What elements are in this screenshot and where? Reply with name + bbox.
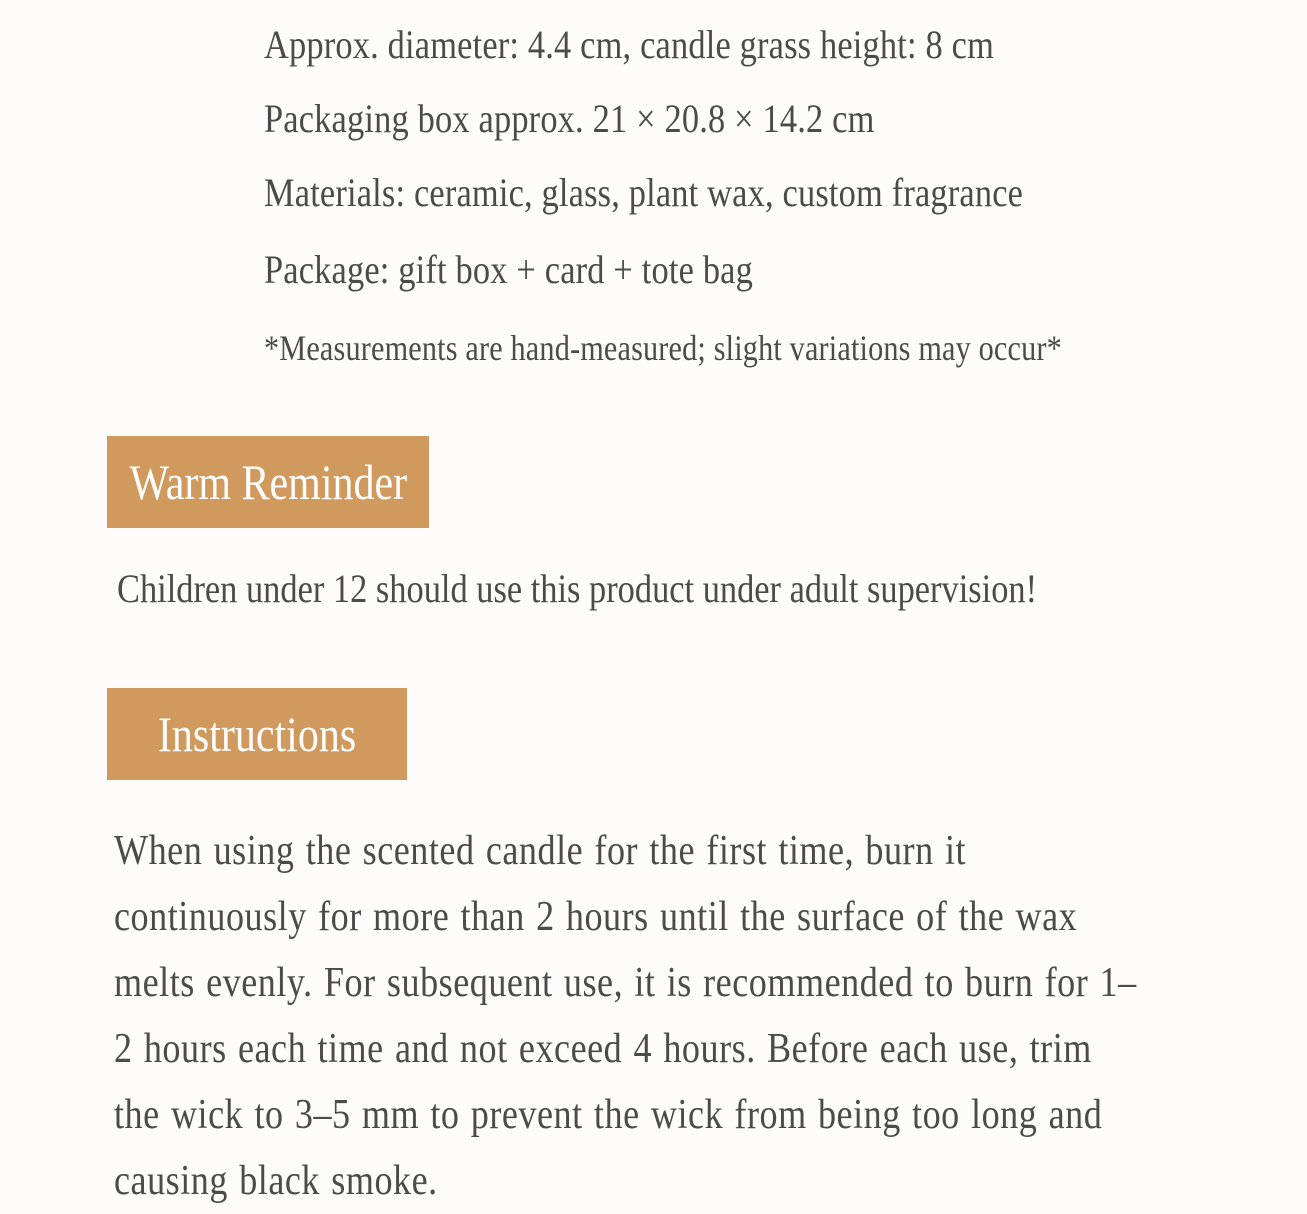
- measurement-note: *Measurements are hand-measured; slight variations may occur*: [264, 328, 1062, 368]
- warm-reminder-heading: [107, 436, 429, 528]
- warm-reminder-text: Children under 12 should use this product under adult supervision!: [117, 566, 1038, 611]
- spec-packaging-box: Packaging box approx. 21 × 20.8 × 14.2 cm: [264, 96, 875, 141]
- spec-package-contents: Package: gift box + card + tote bag: [264, 247, 754, 292]
- instructions-body: When using the scented candle for the first time, burn it continuously for more than 2 hours until the surface of the wax melts evenly. For subsequent use, it is recommended to burn for 1–2 hours each time and not exceed 4 hours. Before each use, trim the wick to 3–5 mm to prevent the wick from being too long and causing black smoke.: [114, 828, 1137, 1204]
- spec-diameter: Approx. diameter: 4.4 cm, candle grass height: 8 cm: [264, 22, 995, 67]
- instructions-title: Instructions: [157, 706, 357, 762]
- warm-reminder-title: Warm Reminder: [129, 454, 407, 510]
- instructions-heading: [107, 688, 407, 780]
- spec-materials: Materials: ceramic, glass, plant wax, custom fragrance: [264, 170, 1024, 215]
